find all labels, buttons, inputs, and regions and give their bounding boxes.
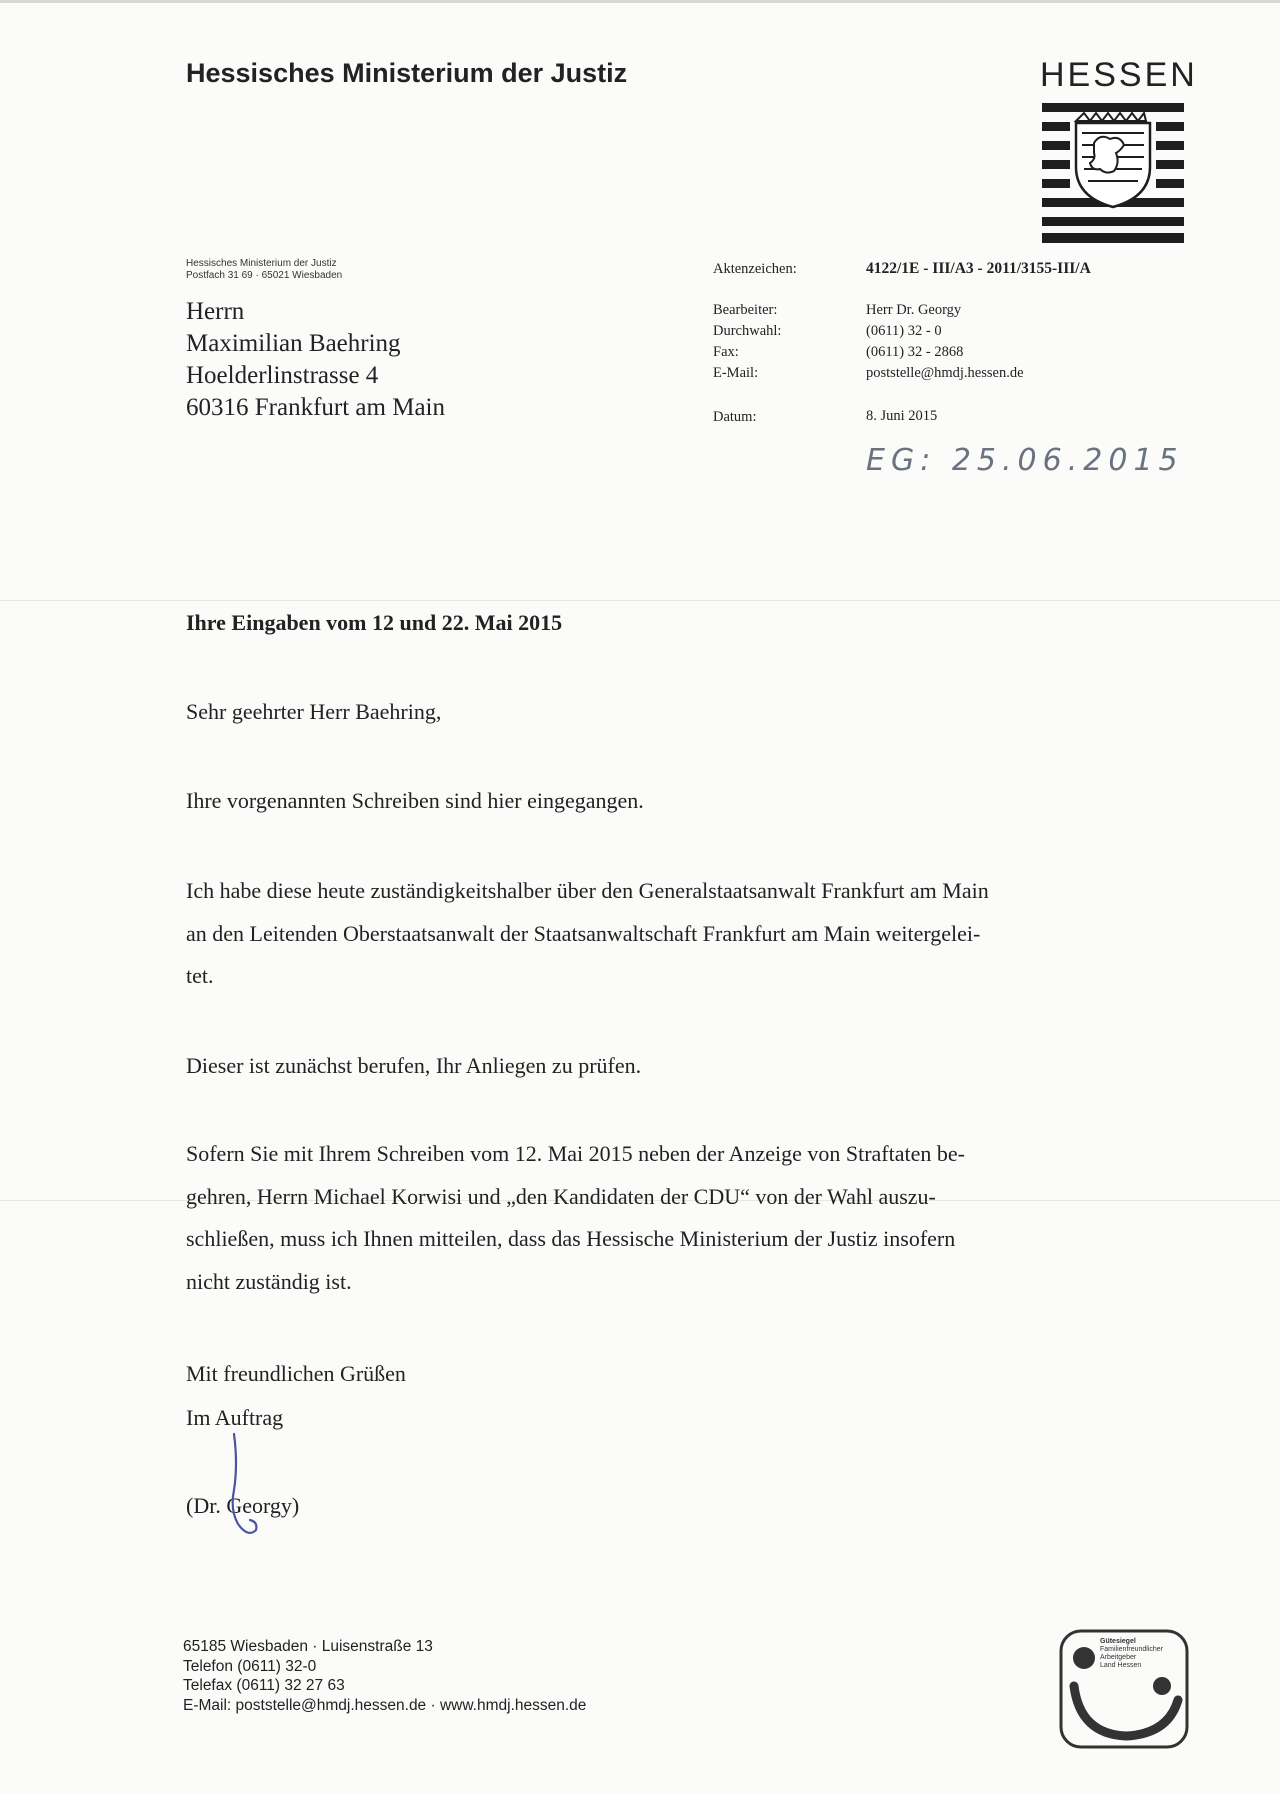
paper-top-edge [0, 0, 1280, 3]
datum-label: Datum: [713, 409, 757, 425]
letter-closing: Mit freundlichen Grüßen [186, 1361, 406, 1386]
handwritten-note-text: EG: 25.06.2015 [866, 443, 1184, 478]
paragraph-line: Sofern Sie mit Ihrem Schreiben vom 12. Mai 2015 neben der Anzeige von Straftaten be- [186, 1141, 965, 1166]
aktenzeichen-value: 4122/1E - III/A3 - 2011/3155-III/A [866, 260, 1091, 277]
letter-subject: Ihre Eingaben vom 12 und 22. Mai 2015 [186, 610, 563, 635]
footer-telefax: Telefax (0611) 32 27 63 [183, 1677, 345, 1694]
footer-telefon: Telefon (0611) 32-0 [183, 1657, 317, 1675]
seal-line: Familienfreundlicher [1100, 1646, 1164, 1653]
recipient-name: Maximilian Baehring [186, 330, 401, 357]
letter-paragraph: Dieser ist zunächst berufen, Ihr Anliegen zu prüfen. [186, 1053, 642, 1078]
seal-line: Land Hessen [1100, 1662, 1142, 1669]
letter-paragraph: Ihre vorgenannten Schreiben sind hier eingegangen. [186, 788, 644, 813]
fax-value: (0611) 32 - 2868 [866, 344, 964, 360]
durchwahl-value: (0611) 32 - 0 [866, 323, 942, 339]
paragraph-line: nicht zuständig ist. [186, 1268, 352, 1294]
paragraph-line: an den Leitenden Oberstaatsanwalt der Staatsanwaltschaft Frankfurt am Main weitergelei- [186, 920, 981, 946]
sender-line: Postfach 31 69 · 65021 Wiesbaden [186, 270, 343, 281]
letter-greeting: Sehr geehrter Herr Baehring, [186, 699, 442, 724]
aktenzeichen-label: Aktenzeichen: [713, 261, 797, 277]
handwritten-received-note [862, 434, 1192, 482]
fax-label: Fax: [713, 344, 739, 360]
hessen-crest-icon [1042, 103, 1184, 243]
durchwahl-label: Durchwahl: [713, 323, 782, 339]
footer-email-web: E-Mail: poststelle@hmdj.hessen.de · www.hmdj.hessen.de [183, 1696, 587, 1714]
fold-line [0, 600, 1280, 601]
hessen-wordmark: HESSEN [1040, 56, 1198, 94]
letter-paragraph [186, 870, 1126, 998]
bearbeiter-value: Herr Dr. Georgy [866, 302, 962, 318]
signatory-name: (Dr. Georgy) [186, 1493, 300, 1518]
footer-address: 65185 Wiesbaden · Luisenstraße 13 [183, 1638, 433, 1655]
recipient-street: Hoelderlinstrasse 4 [186, 362, 379, 389]
paragraph-line: schließen, muss ich Ihnen mitteilen, dass das Hessische Ministerium der Justiz insofern [186, 1226, 956, 1251]
seal-line: Gütesiegel [1100, 1638, 1136, 1645]
im-auftrag: Im Auftrag [186, 1405, 284, 1430]
recipient-salutation: Herrn [186, 298, 245, 325]
paragraph-line: Ich habe diese heute zuständigkeitshalber über den Generalstaatsanwalt Frankfurt am Main [186, 878, 989, 903]
paragraph-line: gehren, Herrn Michael Korwisi und „den Kandidaten der CDU“ von der Wahl auszu- [186, 1183, 936, 1209]
seal-line: Arbeitgeber [1100, 1654, 1137, 1661]
letter-paragraph [186, 1133, 1126, 1303]
footer-contact [183, 1637, 586, 1715]
recipient-address [186, 296, 445, 424]
seal-label [1100, 1638, 1186, 1670]
recipient-city: 60316 Frankfurt am Main [186, 394, 445, 421]
sender-return-address [186, 258, 342, 282]
email-label: E-Mail: [713, 365, 759, 381]
sender-line: Hessisches Ministerium der Justiz [186, 258, 337, 269]
email-value: poststelle@hmdj.hessen.de [866, 365, 1024, 381]
paragraph-line: tet. [186, 963, 214, 988]
ministry-title: Hessisches Ministerium der Justiz [186, 58, 628, 88]
bearbeiter-label: Bearbeiter: [713, 302, 778, 318]
datum-value: 8. Juni 2015 [866, 408, 938, 424]
signature [226, 1430, 266, 1550]
